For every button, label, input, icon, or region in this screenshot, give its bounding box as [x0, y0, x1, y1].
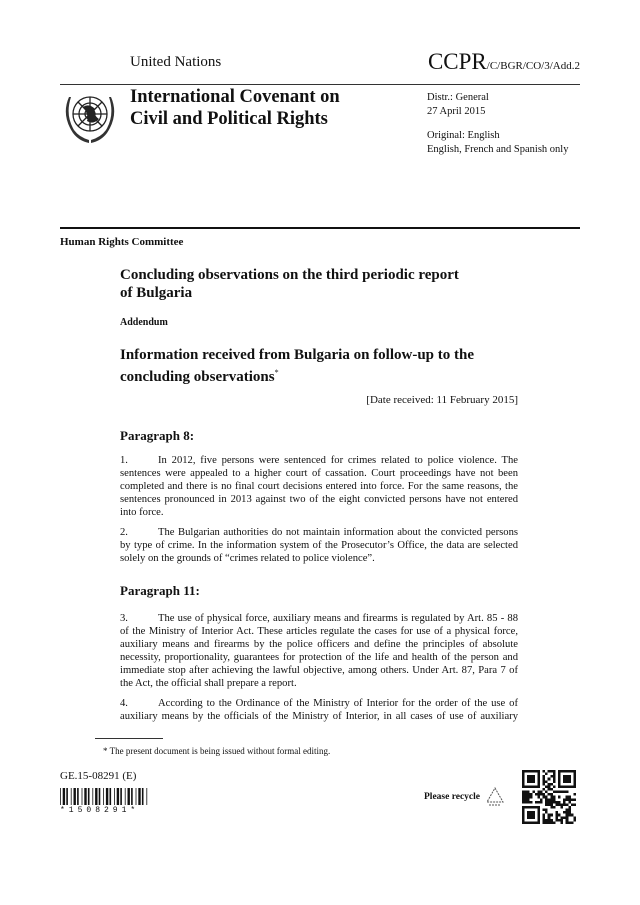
- footnote-marker: *: [274, 368, 279, 377]
- main-heading: [120, 266, 520, 302]
- title-line: International Covenant on: [130, 87, 340, 107]
- heading-line: concluding observations: [120, 369, 275, 385]
- title-line: Civil and Political Rights: [130, 109, 328, 129]
- barcode-icon: [60, 788, 150, 805]
- date-received: [Date received: 11 February 2015]: [366, 394, 518, 406]
- original-language: Original: English: [427, 130, 500, 141]
- document-title: [130, 86, 340, 130]
- job-number: GE.15-08291 (E): [60, 770, 137, 782]
- paragraph: [120, 526, 518, 565]
- symbol-main: CCPR: [427, 49, 487, 74]
- paragraph-text: In 2012, five persons were sentenced for crimes related to police violence. The sentences were appealed to a higher court of cassation. Court proceedings have not been completed and there is no final court decisions entered into force. For the same reasons, the sentences pronounced in 2013 against two of the eight convicted persons have not entered into force.: [120, 455, 518, 518]
- qr-code-icon: [521, 770, 577, 824]
- paragraph-text: The Bulgarian authorities do not maintain information about the convicted persons by type of crime. In the information system of the Prosecutor’s Office, the data are selected solely on the grounds of “crimes related to police violence”.: [120, 527, 518, 564]
- addendum-label: Addendum: [120, 317, 168, 328]
- recycle-label: Please recycle: [424, 792, 480, 802]
- distribution-info: [427, 91, 568, 157]
- paragraph-text: The use of physical force, auxiliary means and firearms is regulated by Art. 85 - 88 of the Ministry of Interior Act. These articles regulate the cases for use of a physical force, auxiliary means and firearms by the police officers and define the principles of absolute necessity, proportionality, guarantees for protection of the life and health of the person and immediate stop after achieving the lawful objective, among others. Under Art. 87, Para 7 of the Act, the official shall prepare a report.: [120, 613, 518, 689]
- heading-line: Concluding observations on the third periodic report: [120, 267, 459, 283]
- paragraph: [120, 454, 518, 519]
- issue-date: 27 April 2015: [427, 106, 486, 117]
- header-thick-rule: [60, 227, 580, 229]
- paragraph-number: 2.: [120, 527, 128, 538]
- barcode-number: *1508291*: [60, 806, 140, 815]
- paragraph-number: 1.: [120, 455, 128, 466]
- heading-line: of Bulgaria: [120, 285, 193, 301]
- document-body: [120, 428, 518, 723]
- section-heading: Paragraph 8:: [120, 428, 195, 443]
- languages: English, French and Spanish only: [427, 144, 569, 155]
- paragraph: [120, 697, 518, 723]
- symbol-suffix: /C/BGR/CO/3/Add.2: [486, 60, 580, 72]
- paragraph-number: 4.: [120, 698, 128, 709]
- section-heading: Paragraph 11:: [120, 583, 200, 598]
- paragraph-text: According to the Ordinance of the Ministry of Interior for the order of the use of auxiliary means by the officials of the Ministry of Interior, in all cases of use of auxiliary: [120, 698, 518, 722]
- document-symbol: [428, 49, 580, 75]
- committee-name: Human Rights Committee: [60, 236, 184, 248]
- organization-name: United Nations: [130, 54, 222, 70]
- header-rule: [60, 84, 580, 85]
- sub-heading: [120, 346, 520, 386]
- un-emblem-icon: [61, 87, 119, 147]
- paragraph: [120, 612, 518, 690]
- recycle-icon: [484, 786, 506, 808]
- paragraph-number: 3.: [120, 613, 128, 624]
- footnote: * The present document is being issued without formal editing.: [103, 746, 331, 756]
- distribution: Distr.: General: [427, 92, 489, 103]
- footnote-rule: [95, 738, 163, 739]
- heading-line: Information received from Bulgaria on follow-up to the: [120, 347, 475, 363]
